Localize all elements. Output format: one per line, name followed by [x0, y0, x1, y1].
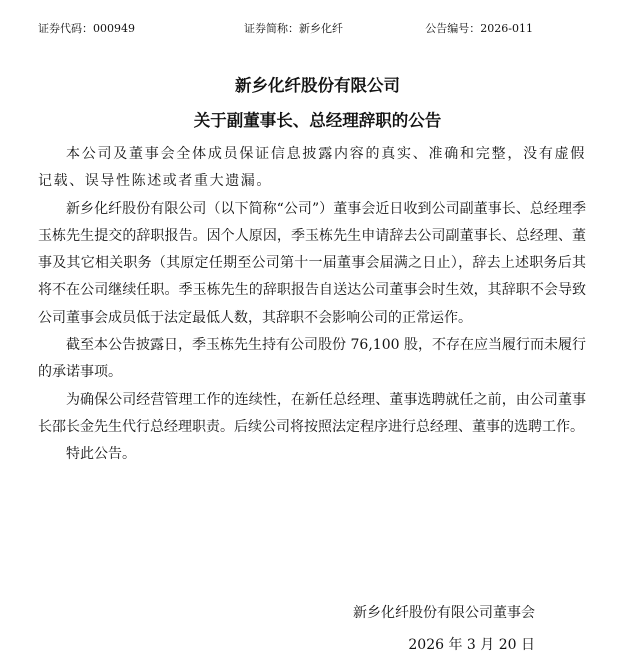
- shareholding-paragraph: 截至本公告披露日，季玉栋先生持有公司股份 76,100 股，不存在应当履行而未履行的承诺事项。: [38, 337, 586, 381]
- company-title: 新乡化纤股份有限公司: [235, 76, 400, 95]
- announcement-number: 公告编号：2026-011: [425, 22, 533, 35]
- closing-paragraph: 特此公告。: [66, 446, 136, 463]
- stock-code: 证券代码：000949: [38, 22, 135, 35]
- signature-organization: 新乡化纤股份有限公司董事会: [353, 605, 535, 621]
- disclaimer-paragraph: 本公司及董事会全体成员保证信息披露内容的真实、准确和完整，没有虚假记载、误导性陈述或者重大遗漏。: [38, 146, 586, 190]
- resignation-paragraph: 新乡化纤股份有限公司（以下简称“公司”）董事会近日收到公司副董事长、总经理季玉栋先生提交的辞职报告。因个人原因，季玉栋先生申请辞去公司副董事长、总经理、董事及其它相关职务（其原定任期至公司第十一届董事会届满之日止），辞去上述职务后其将不在公司继续任职。季玉栋先生的辞职报告自送达公司董事会时生效，其辞职不会导致公司董事会成员低于法定最低人数，其辞职不会影响公司的正常运作。: [38, 200, 586, 326]
- interim-arrangement-paragraph: 为确保公司经营管理工作的连续性，在新任总经理、董事选聘就任之前，由公司董事长邵长金先生代行总经理职责。后续公司将按照法定程序进行总经理、董事的选聘工作。: [38, 391, 586, 435]
- announcement-body: [38, 141, 586, 469]
- announcement-title: 关于副董事长、总经理辞职的公告: [193, 111, 442, 130]
- stock-abbreviation: 证券简称：新乡化纤: [244, 22, 343, 35]
- signature-date: 2026 年 3 月 20 日: [408, 637, 535, 653]
- document-header: [0, 20, 635, 38]
